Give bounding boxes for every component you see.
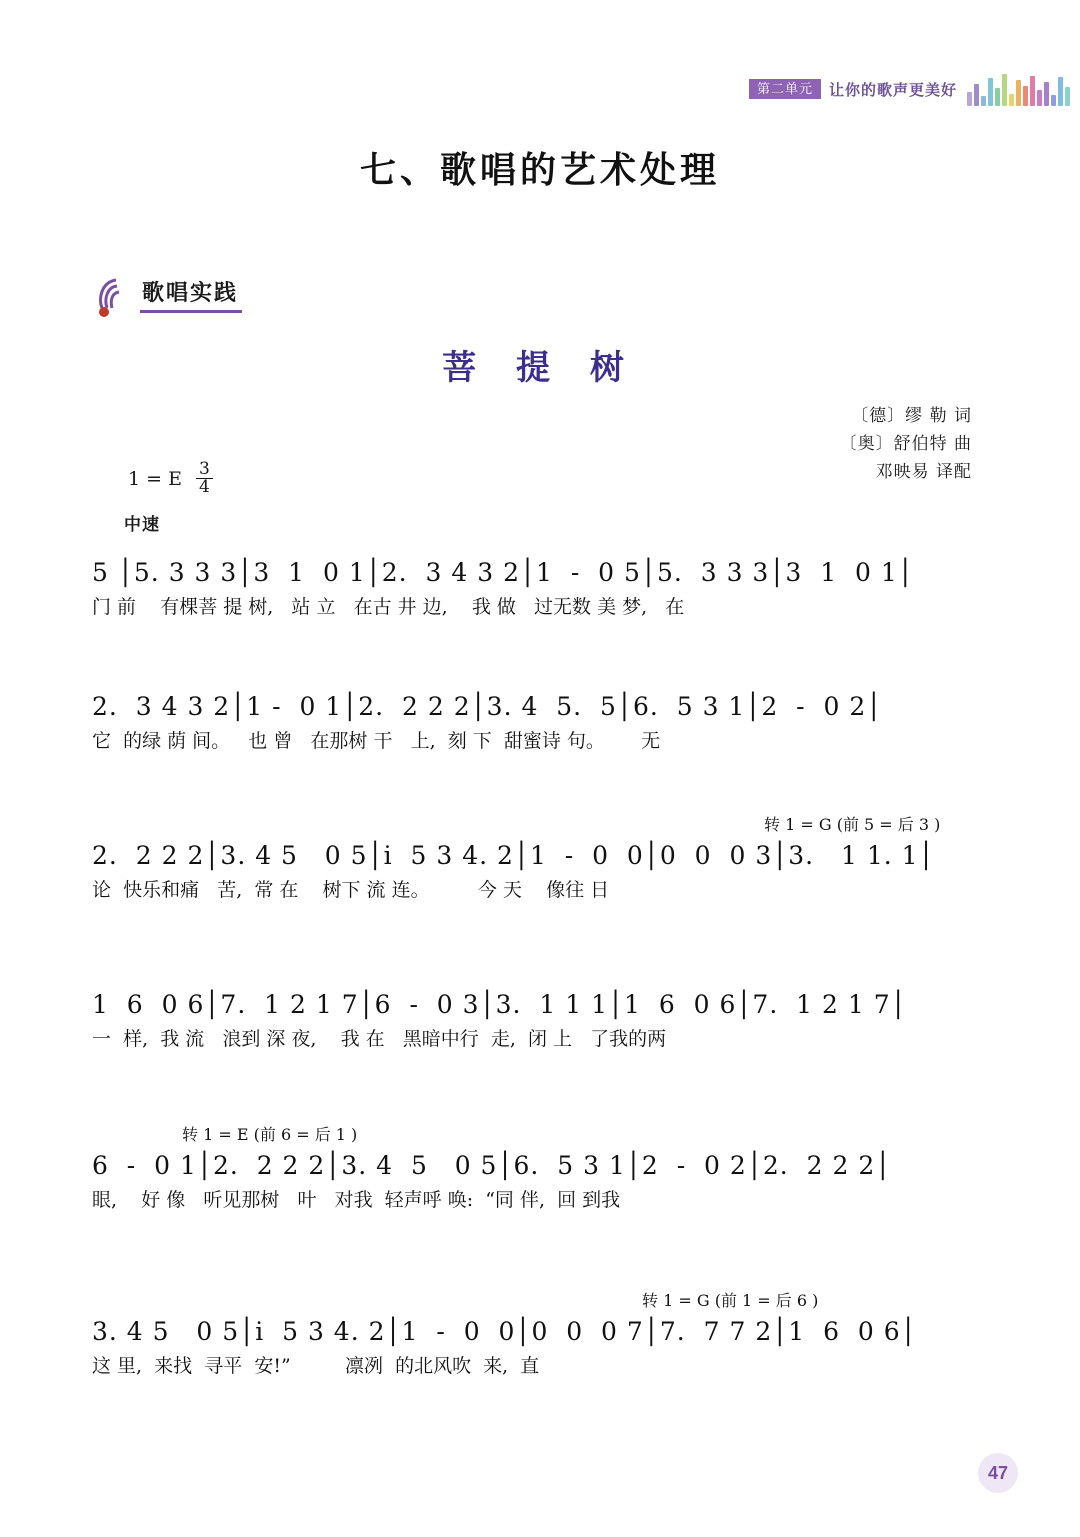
notation-line: 3. 4 5 0 5│i 5 3 4. 2│1 - 0 0│0 0 0 7│7. 7 7 2│1 6 0 6│ <box>92 1317 917 1346</box>
lyrics-line: 论 快乐和痛 苦, 常 在 树下 流 连。 今 天 像往 日 <box>92 879 610 901</box>
notation-line: 2. 3 4 3 2│1 - 0 1│2. 2 2 2│3. 4 5. 5│6. 5 3 1│2 - 0 2│ <box>92 692 883 721</box>
microphone-icon <box>92 268 138 320</box>
song-title: 菩 提 树 <box>442 348 638 388</box>
lyrics-line: 门 前 有棵菩 提 树, 站 立 在古 井 边, 我 做 过无数 美 梦, 在 <box>92 596 685 618</box>
color-bar <box>981 96 986 106</box>
song-credits <box>840 402 972 486</box>
key-signature <box>128 459 213 497</box>
tempo-marking: 中速 <box>124 515 160 534</box>
key-signature-text: 1 = E <box>128 467 182 490</box>
score-system-4 <box>92 988 992 1054</box>
color-bar <box>1016 80 1021 106</box>
color-bar <box>1030 76 1035 106</box>
notation-line: 1 6 0 6│7. 1 2 1 7│6 - 0 3│3. 1 1 1│1 6 0 6│7. 1 2 1 7│ <box>92 990 907 1019</box>
modulation-note: 转 1 = G (前 5 = 后 3 ) <box>764 815 941 834</box>
practice-section-header <box>92 268 242 320</box>
lyrics-line: 它 的绿 荫 间。 也 曾 在那树 干 上, 刻 下 甜蜜诗 句。 无 <box>92 730 661 752</box>
color-bar <box>1002 74 1007 106</box>
notation-line: 5 │5. 3 3 3│3 1 0 1│2. 3 4 3 2│1 - 0 5│5. 3 3 3│3 1 0 1│ <box>92 558 914 587</box>
lyrics-line: 眼, 好 像 听见那树 叶 对我 轻声呼 唤: “同 伴, 回 到我 <box>92 1189 621 1211</box>
lyrics-line: 这 里, 来找 寻平 安!” 凛冽 的北风吹 来, 直 <box>92 1355 540 1377</box>
page-number: 47 <box>978 1453 1018 1493</box>
color-bar <box>1044 82 1049 106</box>
color-bar <box>1023 86 1028 106</box>
color-bar <box>1065 87 1070 106</box>
time-signature-denominator: 4 <box>198 477 210 497</box>
color-bar <box>967 92 972 106</box>
unit-header <box>749 72 1080 106</box>
credit-composer: 〔奥〕舒伯特 曲 <box>839 434 972 454</box>
time-signature-numerator: 3 <box>196 462 213 479</box>
page-title: 七、歌唱的艺术处理 <box>359 149 720 190</box>
score-system-2 <box>92 690 992 756</box>
notation-line: 2. 2 2 2│3. 4 5 0 5│i 5 3 4. 2│1 - 0 0│0 0 0 3│3. 1 1. 1│ <box>92 841 935 870</box>
credit-translator: 邓映易 译配 <box>875 462 972 482</box>
credit-lyricist: 〔德〕缪 勒 词 <box>851 406 972 426</box>
modulation-note: 转 1 = G (前 1 = 后 6 ) <box>642 1291 819 1310</box>
score-system-3 <box>92 812 992 905</box>
unit-title: 让你的歌声更美好 <box>828 81 957 99</box>
practice-label: 歌唱实践 <box>140 276 242 313</box>
notation-line: 6 - 0 1│2. 2 2 2│3. 4 5 0 5│6. 5 3 1│2 - 0 2│2. 2 2 2│ <box>92 1151 892 1180</box>
color-bar <box>1058 77 1063 106</box>
color-bars-decoration <box>967 72 1080 106</box>
score-system-5 <box>92 1122 992 1215</box>
lyrics-line: 一 样, 我 流 浪到 深 夜, 我 在 黑暗中行 走, 闭 上 了我的两 <box>92 1028 667 1050</box>
color-bar <box>1051 95 1056 106</box>
time-signature <box>196 459 213 497</box>
score-system-6 <box>92 1288 992 1381</box>
modulation-note: 转 1 = E (前 6 = 后 1 ) <box>182 1125 358 1144</box>
color-bar <box>1009 94 1014 106</box>
color-bar <box>974 84 979 106</box>
unit-tag: 第二单元 <box>749 79 821 99</box>
score-system-1 <box>92 556 992 622</box>
color-bar <box>1037 90 1042 106</box>
color-bar <box>988 78 993 106</box>
color-bar <box>995 88 1000 106</box>
